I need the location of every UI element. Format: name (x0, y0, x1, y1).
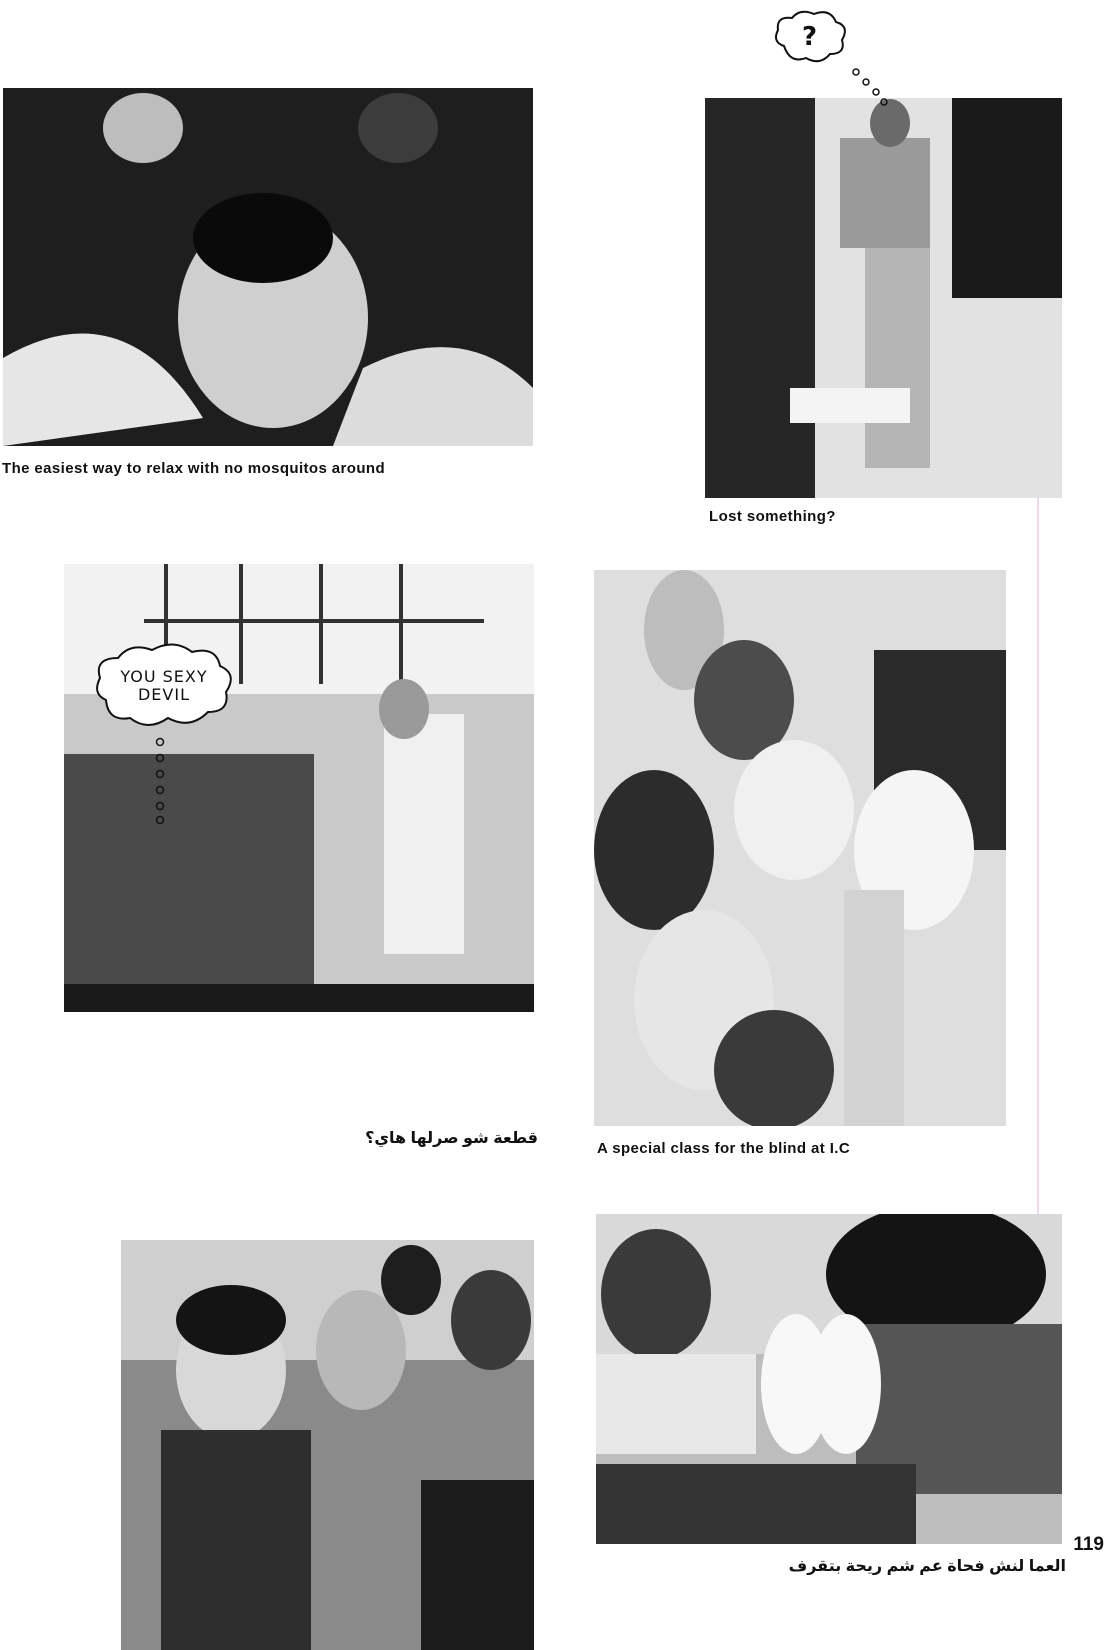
caption-lost-something: Lost something? (709, 508, 836, 525)
page-number: 119 (1073, 1534, 1104, 1555)
caption-blind-class: A special class for the blind at I.C (597, 1140, 851, 1157)
caption-feet-arabic: العما لنش فحاة عم شم ريحة بتقرف (788, 1558, 1066, 1575)
thought-dots-2 (150, 736, 170, 826)
photo-student-with-glasses (121, 1240, 534, 1650)
thought-dots-1 (852, 66, 888, 106)
photo-teacher-blackboard (705, 98, 1062, 498)
caption-relax: The easiest way to relax with no mosquitos around (2, 460, 386, 477)
photo-relaxing-student (3, 88, 533, 446)
photo-classroom-students (64, 564, 534, 1012)
thought-bubble-question (770, 8, 850, 70)
question-mark: ? (802, 22, 818, 52)
photo-blind-class-group (594, 570, 1006, 1126)
caption-sexy-devil-arabic: قطعة شو صرلها هاي؟ (365, 1130, 538, 1147)
thought-bubble-text: YOU SEXY DEVIL (120, 667, 208, 704)
thought-bubble-sexy-devil (90, 640, 240, 732)
photo-feet-on-desk (596, 1214, 1062, 1544)
